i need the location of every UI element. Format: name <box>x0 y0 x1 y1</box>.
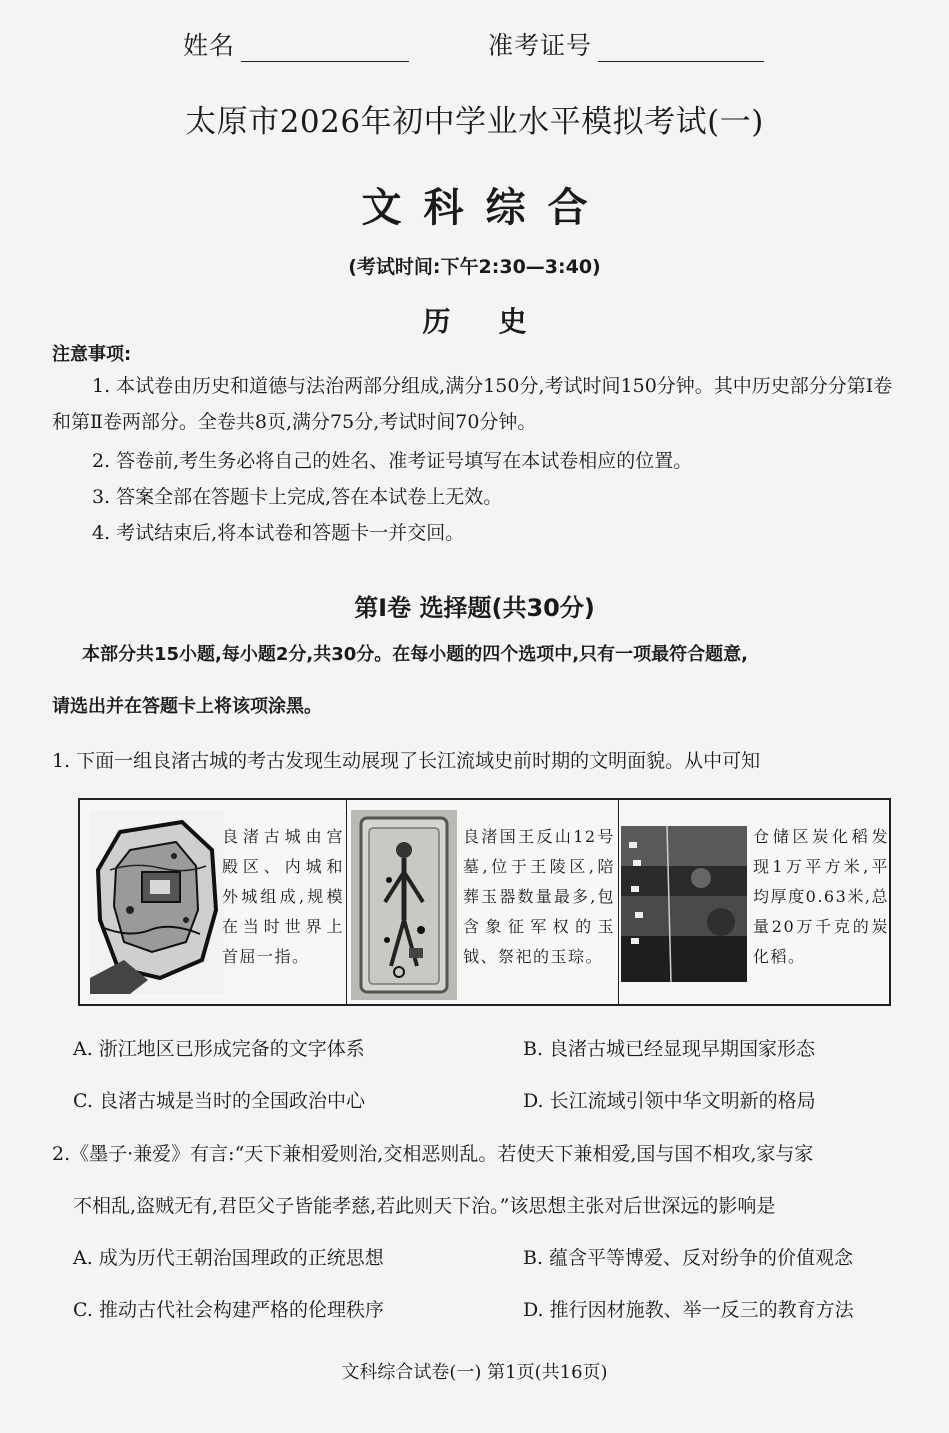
ancient-city-map-image <box>90 810 224 994</box>
figure-panel-tomb <box>346 800 618 1004</box>
royal-tomb-image <box>351 810 457 1000</box>
panel-3-caption: 仓储区炭化稻发现1万平方米,平均厚度0.63米,总量20万千克的炭化稻。 <box>753 827 889 966</box>
candidate-info <box>0 26 949 66</box>
name-field[interactable] <box>183 26 409 62</box>
question-1-option-c[interactable]: C. 良渚古城是当时的全国政治中心 <box>73 1090 365 1112</box>
exam-id-blank-line[interactable] <box>598 36 764 62</box>
notice-item: 4. 考试结束后,将本试卷和答题卡一并交回。 <box>92 522 465 544</box>
question-2-option-c[interactable]: C. 推动古代社会构建严格的伦理秩序 <box>73 1299 384 1321</box>
panel-1-caption: 良渚古城由宫殿区、内城和外城组成,规模在当时世界上首屈一指。 <box>222 827 344 966</box>
name-blank-line[interactable] <box>241 36 409 62</box>
question-2-option-a[interactable]: A. 成为历代王朝治国理政的正统思想 <box>73 1247 384 1269</box>
exam-id-label: 准考证号 <box>488 31 593 60</box>
notice-item: 1. 本试卷由历史和道德与法治两部分组成,满分150分,考试时间150分钟。其中历史部分分第Ⅰ卷和第Ⅱ卷两部分。全卷共8页,满分75分,考试时间70分钟。 <box>52 375 893 433</box>
page-footer: 文科综合试卷(一) 第1页(共16页) <box>341 1362 608 1383</box>
carbonized-rice-image <box>621 826 747 982</box>
question-2-stem: 2.《墨子·兼爱》有言:“天下兼相爱则治,交相恶则乱。若使天下兼相爱,国与国不相攻,家与家 <box>52 1143 814 1165</box>
section-instruction: 本部分共15小题,每小题2分,共30分。在每小题的四个选项中,只有一项最符合题意, <box>82 644 748 665</box>
exam-title: 太原市2026年初中学业水平模拟考试(一) <box>185 104 764 140</box>
question-1-option-a[interactable]: A. 浙江地区已形成完备的文字体系 <box>73 1038 365 1060</box>
question-2-option-d[interactable]: D. 推行因材施教、举一反三的教育方法 <box>523 1299 854 1321</box>
notice-heading: 注意事项: <box>52 344 132 365</box>
question-1-option-b[interactable]: B. 良渚古城已经显现早期国家形态 <box>523 1038 816 1060</box>
liangzhu-figure <box>78 798 891 1006</box>
question-2-option-b[interactable]: B. 蕴含平等博爱、反对纷争的价值观念 <box>523 1247 854 1269</box>
section-title: 第Ⅰ卷 选择题(共30分) <box>354 594 595 622</box>
question-2-stem-continued: 不相乱,盗贼无有,君臣父子皆能孝慈,若此则天下治。”该思想主张对后世深远的影响是 <box>73 1195 776 1217</box>
figure-panel-city <box>80 800 346 1004</box>
exam-id-field[interactable] <box>488 26 764 62</box>
notice-item: 2. 答卷前,考生务必将自己的姓名、准考证号填写在本试卷相应的位置。 <box>92 450 693 472</box>
section-instruction: 请选出并在答题卡上将该项涂黑。 <box>52 696 322 717</box>
question-1-option-d[interactable]: D. 长江流域引领中华文明新的格局 <box>523 1090 816 1112</box>
exam-time: (考试时间:下午2:30—3:40) <box>348 256 601 278</box>
question-1-stem: 1. 下面一组良渚古城的考古发现生动展现了长江流域史前时期的文明面貌。从中可知 <box>52 750 761 772</box>
figure-panel-granary <box>618 800 891 1004</box>
part-title: 历史 <box>422 305 575 338</box>
subject-title: 文科综合 <box>361 185 610 231</box>
panel-2-caption: 良渚国王反山12号墓,位于王陵区,陪葬玉器数量最多,包含象征军权的玉钺、祭祀的玉琮。 <box>463 827 615 966</box>
name-label: 姓名 <box>183 31 236 60</box>
notice-item: 3. 答案全部在答题卡上完成,答在本试卷上无效。 <box>92 486 503 508</box>
